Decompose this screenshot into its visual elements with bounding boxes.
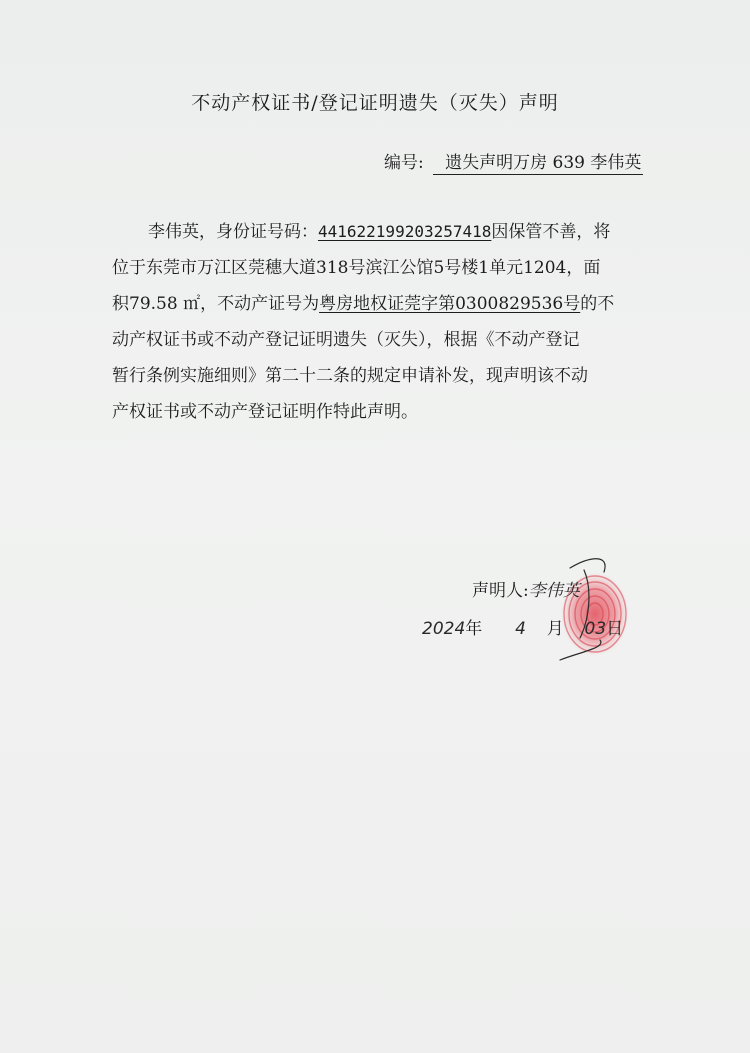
body-line-1-post: 因保管不善，将 — [491, 222, 611, 242]
body-line-4: 动产权证书或不动产登记证明遗失（灭失），根据《不动产登记 — [112, 330, 580, 350]
date-row — [422, 614, 623, 639]
declaration-body — [112, 214, 652, 430]
date-day: 03 — [584, 619, 607, 639]
body-line-6: 产权证书或不动产登记证明作特此声明。 — [112, 402, 418, 422]
certificate-number: 粤房地权证莞字第0300829536号 — [319, 294, 581, 314]
body-line-3-post: 的不 — [580, 294, 615, 314]
serial-value: 遗失声明万房 639 李伟英 — [433, 153, 643, 175]
declarant-label-text: 声明人: — [472, 581, 529, 601]
body-line-5: 暂行条例实施细则》第二十二条的规定申请补发，现声明该不动 — [112, 366, 588, 386]
body-line-2: 位于东莞市万江区莞穗大道318号滨江公馆5号楼1单元1204，面 — [112, 258, 601, 278]
date-year-label: 年 — [465, 619, 483, 639]
signature-block — [420, 540, 660, 680]
document-title: 不动产权证书/登记证明遗失（灭失）声明 — [191, 92, 559, 114]
serial-number-row — [384, 148, 643, 173]
body-line-3 — [112, 286, 652, 322]
body-line-1 — [112, 214, 652, 250]
date-month: 4 — [515, 619, 526, 639]
id-number: 441622199203257418 — [318, 222, 492, 241]
date-day-label: 日 — [606, 619, 624, 639]
body-line-1-pre: 李伟英，身份证号码： — [148, 222, 318, 242]
date-month-label: 月 — [546, 619, 564, 639]
body-line-3-pre: 积79.58 ㎡，不动产证号为 — [112, 294, 320, 314]
signature-name: 李伟英 — [528, 581, 580, 601]
handwritten-signature-strokes — [520, 548, 640, 668]
serial-label: 编号: — [384, 153, 424, 173]
declarant-label — [472, 576, 580, 601]
date-year: 2024 — [422, 619, 466, 639]
